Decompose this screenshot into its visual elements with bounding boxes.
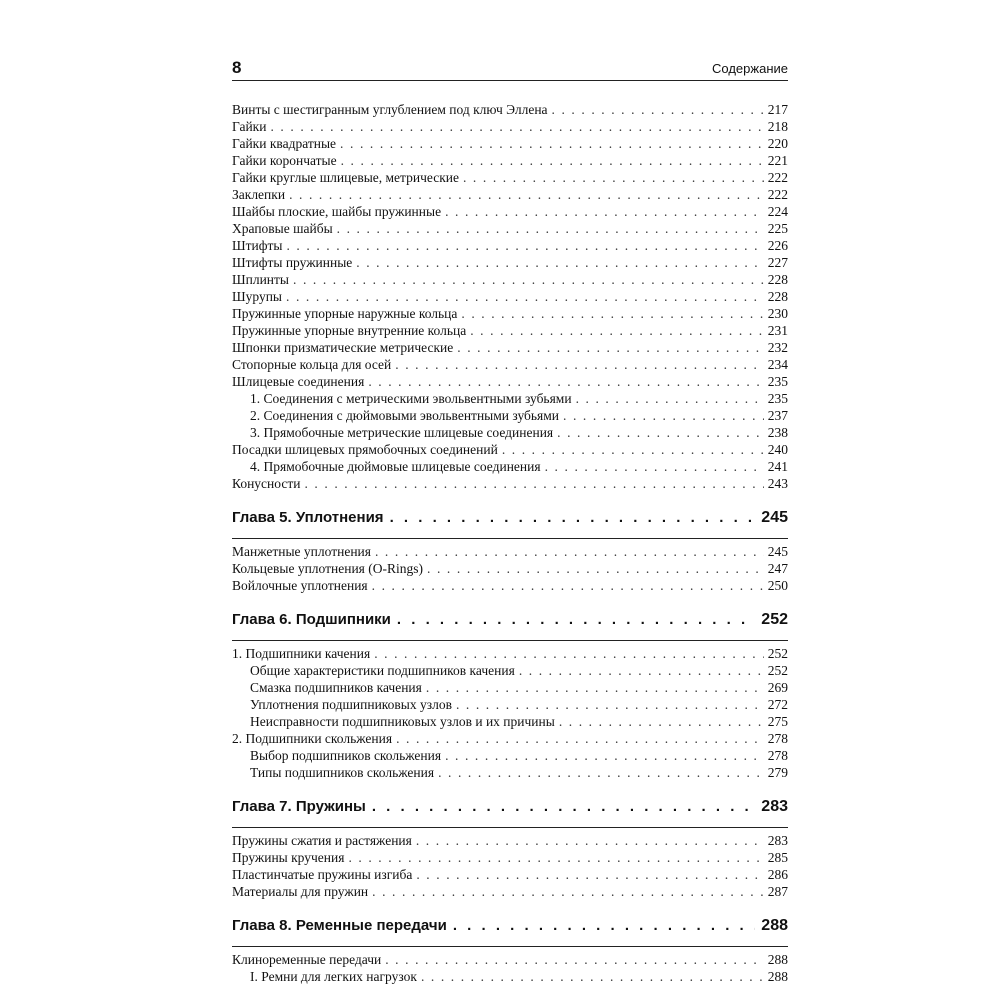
toc-entry[interactable]: [232, 288, 788, 305]
toc-subentry[interactable]: [232, 407, 788, 424]
entry-page-number: 226: [767, 238, 788, 253]
toc-entry[interactable]: [232, 237, 788, 254]
entry-title: Гайки: [232, 119, 267, 134]
entry-title: I. Ремни для легких нагрузок: [250, 969, 417, 984]
entry-page-number: 218: [767, 119, 788, 134]
dot-leader: [356, 254, 763, 271]
toc-subentry[interactable]: [232, 424, 788, 441]
entry-title: Шурупы: [232, 289, 282, 304]
entry-page-number: 221: [767, 153, 788, 168]
chapter-title: Глава 5. Уплотнения: [232, 509, 384, 526]
entry-title: Уплотнения подшипниковых узлов: [250, 697, 452, 712]
entry-title: Пластинчатые пружины изгиба: [232, 867, 413, 882]
entry-page-number: 285: [767, 850, 788, 865]
dot-leader: [341, 152, 764, 169]
dot-leader: [563, 407, 764, 424]
toc-subentry[interactable]: [232, 390, 788, 407]
entry-page-number: 241: [767, 459, 788, 474]
entry-page-number: 240: [767, 442, 788, 457]
entry-page-number: 288: [767, 969, 788, 984]
page-number: 8: [232, 58, 242, 77]
entry-page-number: 235: [767, 374, 788, 389]
entry-title: Манжетные уплотнения: [232, 544, 371, 559]
toc-entry[interactable]: [232, 254, 788, 271]
chapter-page-number: 252: [761, 611, 788, 628]
toc-subentry[interactable]: [232, 696, 788, 713]
entry-page-number: 238: [767, 425, 788, 440]
entry-title: Стопорные кольца для осей: [232, 357, 392, 372]
entry-title: 4. Прямобочные дюймовые шлицевые соединения: [250, 459, 541, 474]
entry-page-number: 252: [767, 663, 788, 678]
toc-entry[interactable]: [232, 203, 788, 220]
toc-entry[interactable]: [232, 220, 788, 237]
dot-leader: [270, 118, 763, 135]
dot-leader: [557, 424, 764, 441]
dot-leader: [461, 305, 763, 322]
toc-entry[interactable]: [232, 152, 788, 169]
dot-leader: [453, 906, 755, 946]
entry-page-number: 220: [767, 136, 788, 151]
entry-page-number: 272: [767, 697, 788, 712]
dot-leader: [372, 883, 764, 900]
toc-entry[interactable]: [232, 577, 788, 594]
toc-entry[interactable]: [232, 169, 788, 186]
entry-page-number: 245: [767, 544, 788, 559]
dot-leader: [372, 577, 764, 594]
chapter-page-number: 245: [761, 509, 788, 526]
entry-page-number: 222: [767, 187, 788, 202]
entry-title: Пружины кручения: [232, 850, 345, 865]
entry-title: Гайки квадратные: [232, 136, 337, 151]
toc-entry[interactable]: [232, 441, 788, 458]
dot-leader: [416, 832, 764, 849]
entry-title: Штифты: [232, 238, 283, 253]
entry-page-number: 288: [767, 952, 788, 967]
entry-page-number: 235: [767, 391, 788, 406]
toc-entry[interactable]: [232, 730, 788, 747]
entry-page-number: 234: [767, 357, 788, 372]
dot-leader: [372, 787, 755, 827]
toc-entry[interactable]: [232, 186, 788, 203]
dot-leader: [457, 339, 763, 356]
toc-entry[interactable]: [232, 883, 788, 900]
toc-entry[interactable]: [232, 356, 788, 373]
entry-page-number: 227: [767, 255, 788, 270]
entry-title: Шпонки призматические метрические: [232, 340, 454, 355]
toc-entry[interactable]: [232, 866, 788, 883]
entry-title: 1. Соединения с метрическими эвольвентными зубьями: [250, 391, 572, 406]
chapter-title: Глава 6. Подшипники: [232, 611, 391, 628]
toc-entry[interactable]: [232, 271, 788, 288]
entry-title: Штифты пружинные: [232, 255, 353, 270]
toc-subentry[interactable]: [232, 458, 788, 475]
dot-leader: [438, 764, 764, 781]
dot-leader: [502, 441, 764, 458]
toc-entry[interactable]: [232, 322, 788, 339]
chapter-heading[interactable]: [232, 498, 788, 539]
entry-title: Клиноременные передачи: [232, 952, 382, 967]
toc-entry[interactable]: [232, 951, 788, 968]
dot-leader: [286, 237, 763, 254]
entry-title: Смазка подшипников качения: [250, 680, 422, 695]
entry-title: Храповые шайбы: [232, 221, 333, 236]
dot-leader: [289, 186, 764, 203]
entry-page-number: 228: [767, 289, 788, 304]
dot-leader: [385, 951, 764, 968]
entry-title: Неисправности подшипниковых узлов и их причины: [250, 714, 555, 729]
entry-title: Шайбы плоские, шайбы пружинные: [232, 204, 442, 219]
chapter-title: Глава 8. Ременные передачи: [232, 917, 447, 934]
dot-leader: [545, 458, 764, 475]
entry-title: Общие характеристики подшипников качения: [250, 663, 515, 678]
entry-title: Винты с шестигранным углублением под ключ Эллена: [232, 102, 548, 117]
page-header: [232, 58, 788, 81]
dot-leader: [368, 373, 763, 390]
dot-leader: [395, 356, 763, 373]
entry-page-number: 224: [767, 204, 788, 219]
entry-title: Конусности: [232, 476, 301, 491]
entry-page-number: 278: [767, 731, 788, 746]
dot-leader: [286, 288, 764, 305]
entry-title: Посадки шлицевых прямобочных соединений: [232, 442, 498, 457]
entry-page-number: 247: [767, 561, 788, 576]
toc-entry[interactable]: [232, 849, 788, 866]
chapter-heading[interactable]: [232, 906, 788, 947]
entry-title: 1. Подшипники качения: [232, 646, 371, 661]
entry-page-number: 232: [767, 340, 788, 355]
entry-page-number: 286: [767, 867, 788, 882]
entry-title: Типы подшипников скольжения: [250, 765, 435, 780]
entry-title: Гайки корончатые: [232, 153, 337, 168]
entry-title: 2. Соединения с дюймовыми эвольвентными зубьями: [250, 408, 560, 423]
toc-entry[interactable]: [232, 118, 788, 135]
dot-leader: [416, 866, 763, 883]
chapter-heading[interactable]: [232, 787, 788, 828]
toc-entry[interactable]: [232, 475, 788, 492]
dot-leader: [426, 679, 764, 696]
entry-title: Войлочные уплотнения: [232, 578, 368, 593]
entry-page-number: 279: [767, 765, 788, 780]
dot-leader: [304, 475, 763, 492]
entry-title: 2. Подшипники скольжения: [232, 731, 393, 746]
entry-title: Гайки круглые шлицевые, метрические: [232, 170, 459, 185]
entry-title: Пружинные упорные наружные кольца: [232, 306, 458, 321]
toc-subentry[interactable]: [232, 662, 788, 679]
dot-leader: [421, 968, 764, 985]
dot-leader: [463, 169, 764, 186]
dot-leader: [445, 747, 764, 764]
entry-title: Пружины сжатия и растяжения: [232, 833, 412, 848]
entry-page-number: 231: [767, 323, 788, 338]
entry-page-number: 230: [767, 306, 788, 321]
dot-leader: [396, 730, 764, 747]
toc-entry[interactable]: [232, 339, 788, 356]
dot-leader: [456, 696, 764, 713]
entry-title: Материалы для пружин: [232, 884, 369, 899]
entry-page-number: 287: [767, 884, 788, 899]
entry-page-number: 269: [767, 680, 788, 695]
entry-page-number: 250: [767, 578, 788, 593]
entry-page-number: 217: [767, 102, 788, 117]
entry-page-number: 278: [767, 748, 788, 763]
dot-leader: [340, 135, 764, 152]
toc-entry[interactable]: [232, 645, 788, 662]
entry-title: Выбор подшипников скольжения: [250, 748, 442, 763]
dot-leader: [576, 390, 764, 407]
entry-page-number: 228: [767, 272, 788, 287]
chapter-title: Глава 7. Пружины: [232, 798, 366, 815]
dot-leader: [552, 101, 764, 118]
toc-subentry[interactable]: [232, 764, 788, 781]
entry-page-number: 283: [767, 833, 788, 848]
chapter-heading[interactable]: [232, 600, 788, 641]
running-head: Содержание: [712, 61, 788, 76]
entry-title: 3. Прямобочные метрические шлицевые соединения: [250, 425, 554, 440]
dot-leader: [374, 645, 764, 662]
dot-leader: [337, 220, 764, 237]
entry-page-number: 237: [767, 408, 788, 423]
dot-leader: [375, 543, 764, 560]
dot-leader: [470, 322, 764, 339]
entry-title: Шлицевые соединения: [232, 374, 365, 389]
entry-title: Кольцевые уплотнения (O-Rings): [232, 561, 424, 576]
dot-leader: [390, 498, 756, 538]
dot-leader: [397, 600, 755, 640]
entry-page-number: 225: [767, 221, 788, 236]
entry-page-number: 275: [767, 714, 788, 729]
entry-title: Шплинты: [232, 272, 289, 287]
chapter-page-number: 288: [761, 917, 788, 934]
toc-subentry[interactable]: [232, 968, 788, 985]
dot-leader: [293, 271, 764, 288]
entry-title: Пружинные упорные внутренние кольца: [232, 323, 467, 338]
toc-subentry[interactable]: [232, 747, 788, 764]
dot-leader: [427, 560, 764, 577]
toc-subentry[interactable]: [232, 679, 788, 696]
toc-entry[interactable]: [232, 543, 788, 560]
entry-page-number: 222: [767, 170, 788, 185]
toc-entry[interactable]: [232, 373, 788, 390]
toc-entry[interactable]: [232, 832, 788, 849]
dot-leader: [445, 203, 764, 220]
toc-entry[interactable]: [232, 560, 788, 577]
dot-leader: [519, 662, 764, 679]
dot-leader: [348, 849, 763, 866]
entry-page-number: 252: [767, 646, 788, 661]
toc-entry[interactable]: [232, 305, 788, 322]
toc-entry[interactable]: [232, 135, 788, 152]
toc-subentry[interactable]: [232, 713, 788, 730]
entry-page-number: 243: [767, 476, 788, 491]
chapter-page-number: 283: [761, 798, 788, 815]
dot-leader: [559, 713, 764, 730]
table-of-contents: [232, 101, 788, 985]
entry-title: Заклепки: [232, 187, 286, 202]
toc-entry[interactable]: [232, 101, 788, 118]
